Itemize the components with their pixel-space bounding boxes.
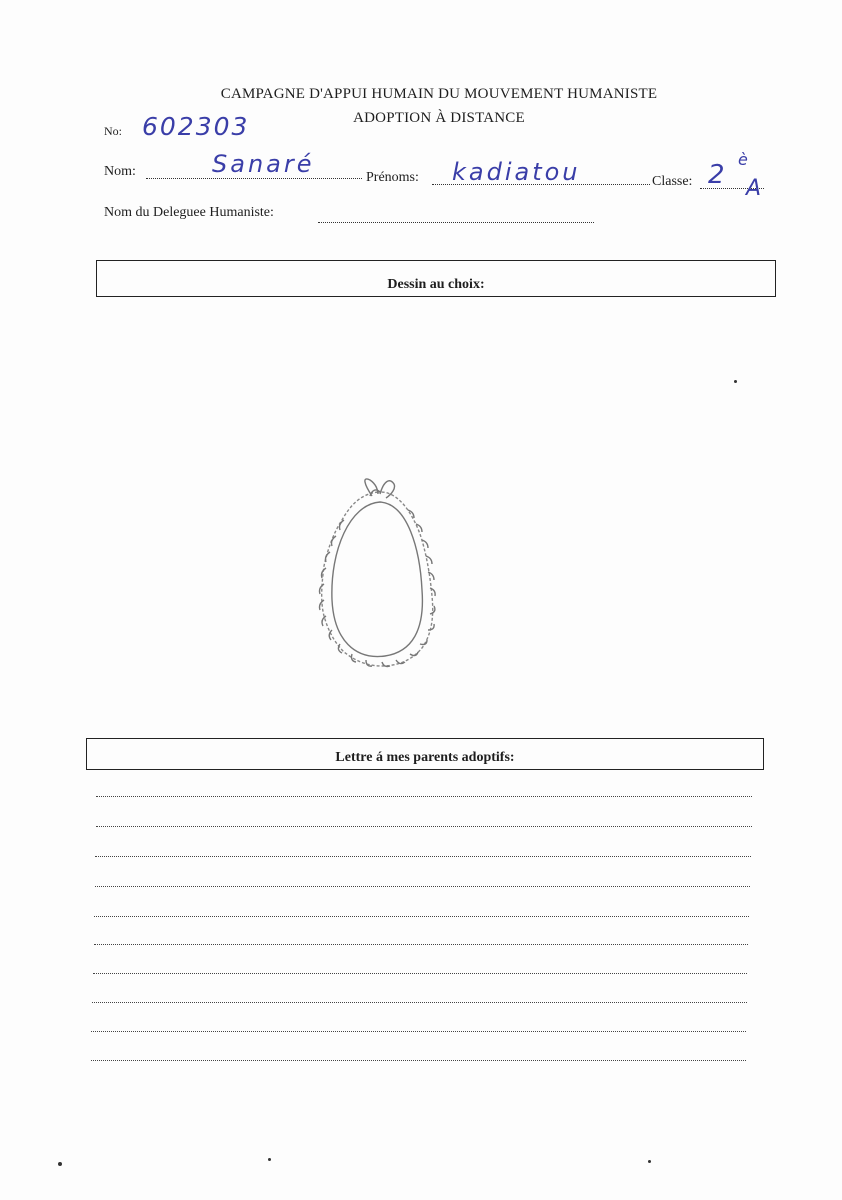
classe-suffix: è bbox=[738, 150, 751, 169]
number-value: 602303 bbox=[142, 112, 250, 141]
letter-line bbox=[95, 886, 750, 887]
prenoms-value: kadiatou bbox=[452, 158, 581, 186]
pencil-drawing bbox=[300, 470, 450, 685]
letter-line bbox=[93, 973, 747, 974]
drawing-section-title: Dessin au choix: bbox=[387, 277, 485, 292]
nom-value: Sanaré bbox=[212, 150, 315, 178]
letter-line bbox=[96, 826, 752, 827]
letter-line bbox=[94, 944, 748, 945]
letter-line bbox=[95, 856, 751, 857]
number-label: No: bbox=[104, 124, 122, 138]
nom-field-line bbox=[146, 178, 362, 179]
prenoms-label: Prénoms: bbox=[366, 170, 419, 185]
letter-section-title: Lettre á mes parents adoptifs: bbox=[335, 750, 515, 765]
letter-line bbox=[91, 1031, 746, 1032]
classe-label: Classe: bbox=[652, 174, 693, 189]
letter-section-header bbox=[86, 738, 764, 770]
scan-speck bbox=[58, 1162, 62, 1166]
nom-label: Nom: bbox=[104, 164, 136, 179]
adoption-subtitle: ADOPTION À DISTANCE bbox=[353, 110, 525, 126]
letter-line bbox=[91, 1060, 746, 1061]
scan-speck bbox=[734, 380, 737, 383]
letter-line bbox=[92, 1002, 747, 1003]
delegue-label: Nom du Deleguee Humaniste: bbox=[104, 205, 274, 220]
classe-value: 2 bbox=[708, 160, 728, 190]
drawing-section-header bbox=[96, 260, 776, 297]
classe-section: A bbox=[746, 176, 765, 201]
delegue-field-line bbox=[318, 222, 594, 223]
letter-line bbox=[96, 796, 752, 797]
letter-line bbox=[94, 916, 749, 917]
scan-speck bbox=[268, 1158, 271, 1161]
scan-speck bbox=[648, 1160, 651, 1163]
campaign-title: CAMPAGNE D'APPUI HUMAIN DU MOUVEMENT HUMANISTE bbox=[220, 86, 658, 102]
